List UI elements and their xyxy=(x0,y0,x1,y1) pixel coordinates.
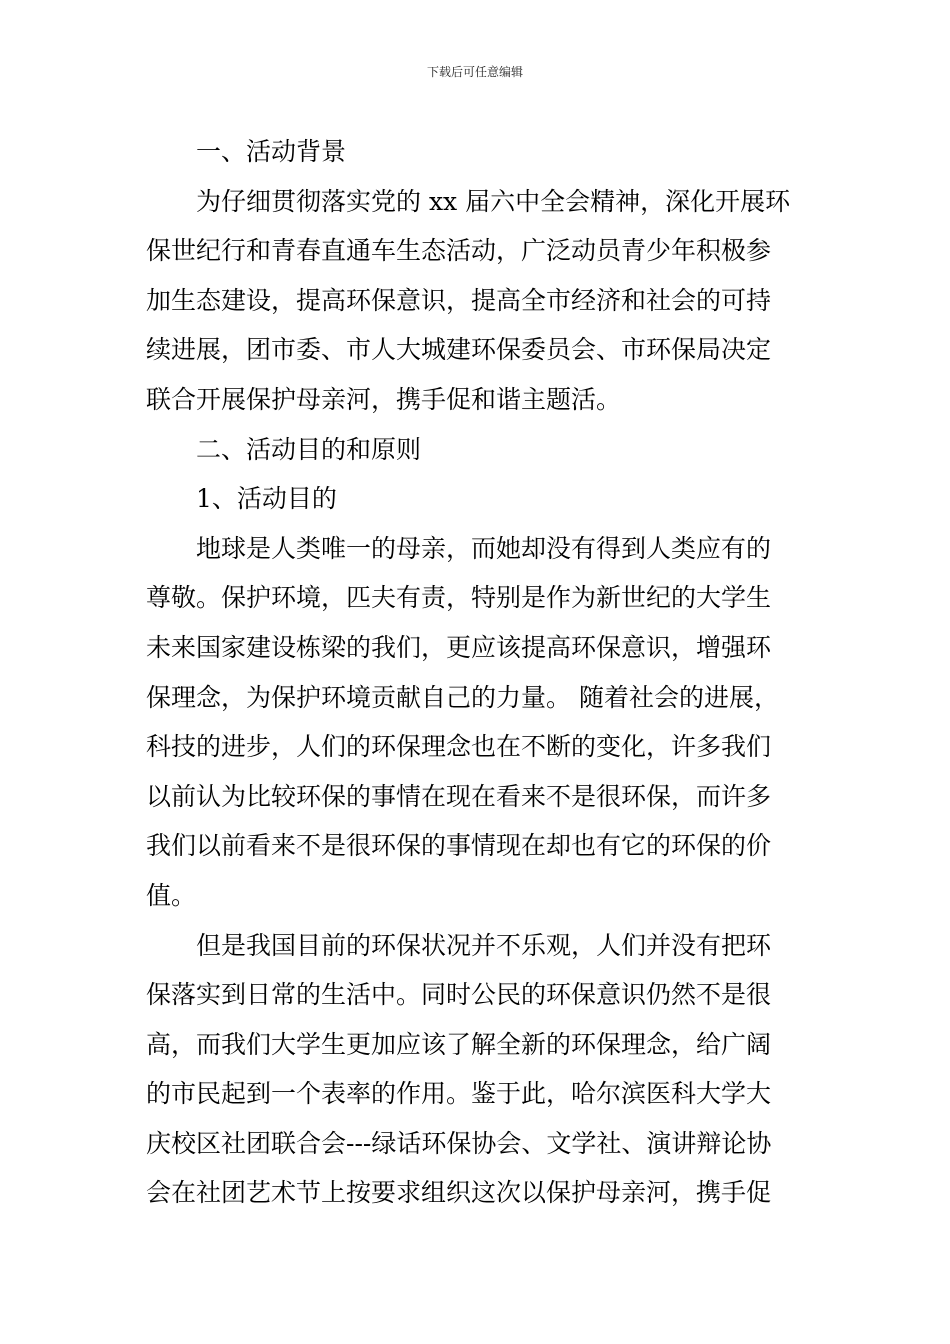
text-line: 续进展，团市委、市人大城建环保委员会、市环保局决定 xyxy=(146,335,772,365)
text-line: 高，而我们大学生更加应该了解全新的环保理念，给广阔 xyxy=(146,1029,772,1059)
text-line: 我们以前看来不是很环保的事情现在却也有它的环保的价 xyxy=(146,831,772,861)
text-line: 保落实到日常的生活中。同时公民的环保意识仍然不是很 xyxy=(146,980,772,1010)
text-line: 为仔细贯彻落实党的 xx 届六中全会精神，深化开展环 xyxy=(196,186,791,216)
text-line: 科技的进步，人们的环保理念也在不断的变化，许多我们 xyxy=(146,732,772,762)
text-line: 二、活动目的和原则 xyxy=(196,434,422,464)
document-body xyxy=(146,127,806,1218)
text-line: 值。 xyxy=(146,880,197,910)
text-line: 尊敬。保护环境，匹夫有责，特别是作为新世纪的大学生 xyxy=(146,583,772,613)
text-line: 庆校区社团联合会---绿话环保协会、文学社、演讲辩论协 xyxy=(146,1128,772,1158)
text-line: 加生态建设，提高环保意识，提高全市经济和社会的可持 xyxy=(146,285,772,315)
text-line: 会在社团艺术节上按要求组织这次以保护母亲河，携手促 xyxy=(146,1178,772,1208)
text-line: 1、活动目的 xyxy=(196,484,337,514)
text-line: 一、活动背景 xyxy=(196,137,347,166)
text-line: 的市民起到一个表率的作用。鉴于此，哈尔滨医科大学大 xyxy=(146,1079,772,1109)
text-line: 未来国家建设栋梁的我们，更应该提高环保意识，增强环 xyxy=(146,632,772,662)
text-line: 保世纪行和青春直通车生态活动，广泛动员青少年积极参 xyxy=(146,236,772,266)
text-line: 地球是人类唯一的母亲，而她却没有得到人类应有的 xyxy=(196,533,772,563)
page-header-note: 下载后可任意编辑 xyxy=(426,65,523,79)
text-line: 但是我国目前的环保状况并不乐观，人们并没有把环 xyxy=(196,930,772,960)
text-line: 以前认为比较环保的事情在现在看来不是很环保，而许多 xyxy=(146,781,772,811)
text-line: 保理念，为保护环境贡献自己的力量。 随着社会的进展， xyxy=(146,682,779,712)
paragraph-lines xyxy=(146,127,806,1218)
text-line: 联合开展保护母亲河，携手促和谐主题活。 xyxy=(146,384,622,414)
